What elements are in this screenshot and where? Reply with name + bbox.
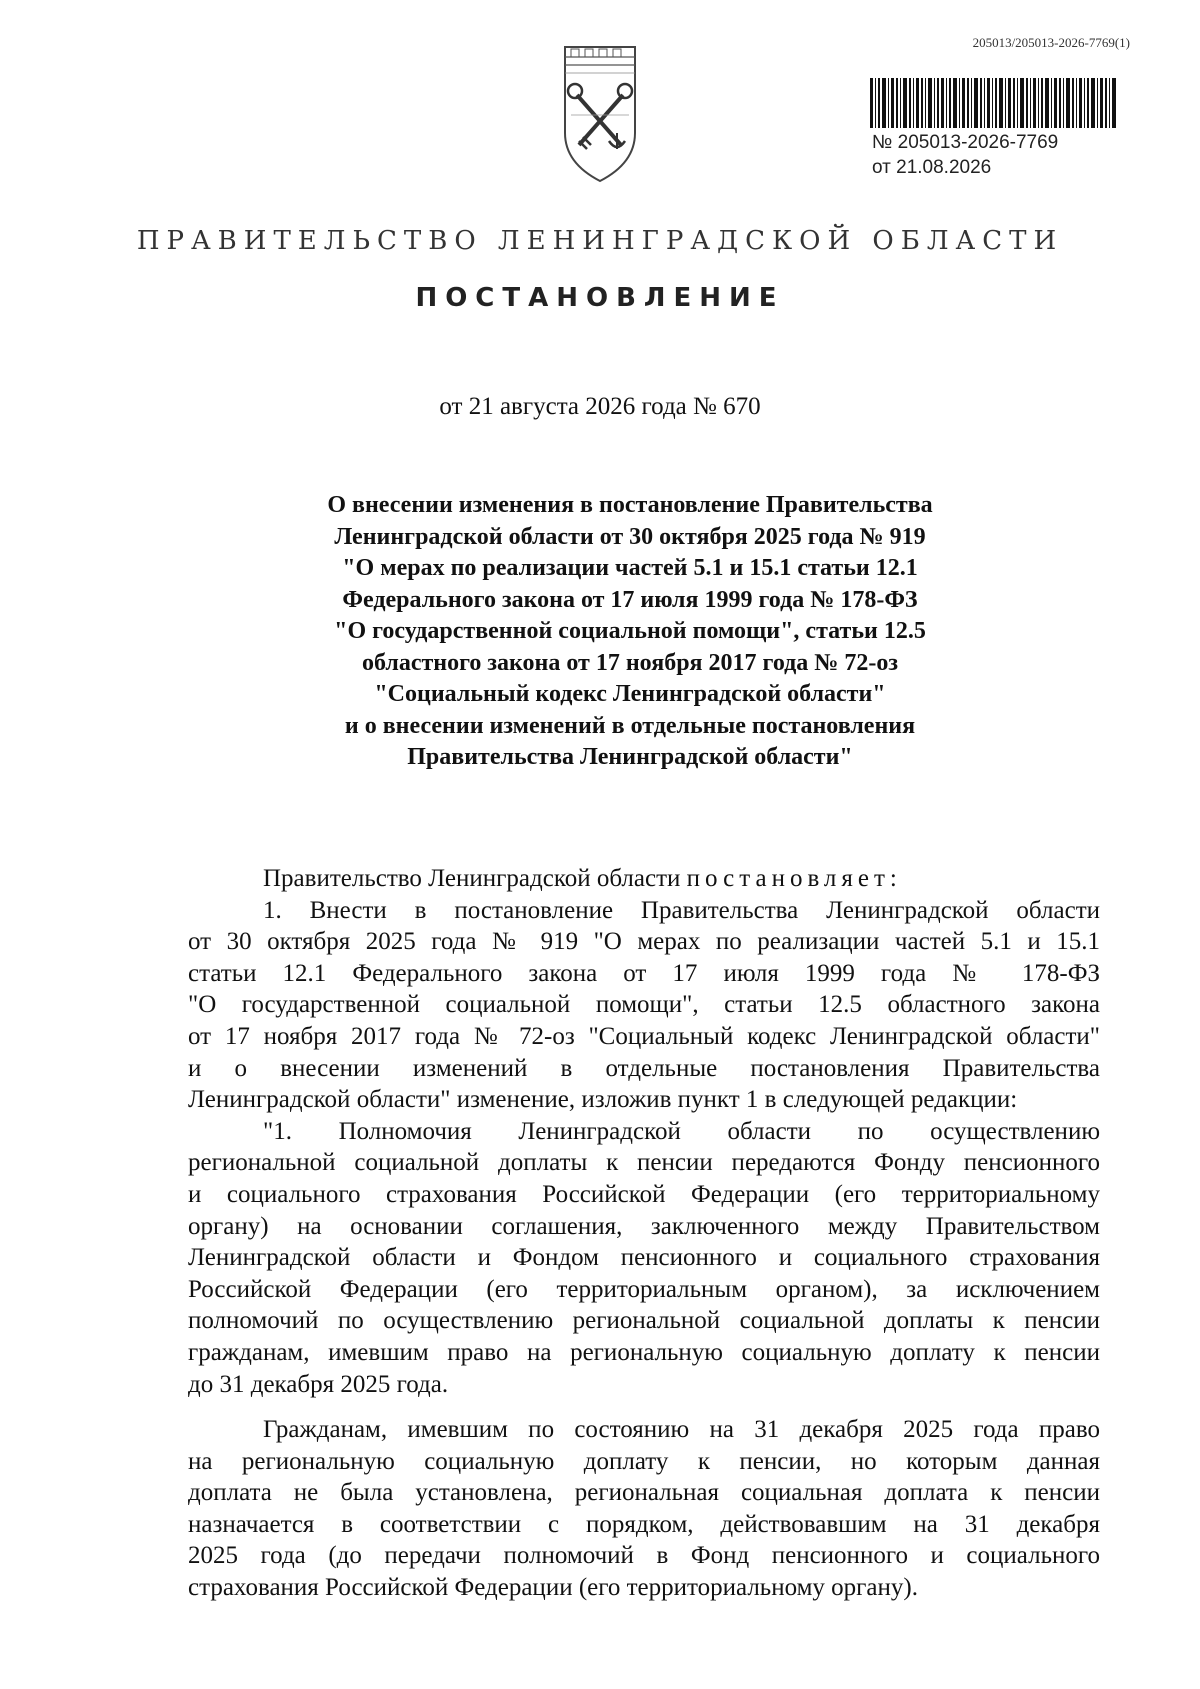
registration-date: от 21.08.2026 (872, 157, 992, 178)
quote-line: гражданам, имевшим право на региональную социальную доплату к пенсии (188, 1338, 1100, 1366)
intro-paragraph (188, 863, 1100, 895)
para2-line: на региональную социальную доплату к пенсии, но которым данная (188, 1447, 1100, 1475)
item1-line: Ленинградской области" изменение, изложив пункт 1 в следующей редакции: (188, 1086, 1018, 1114)
para2-line: назначается в соответствии с порядком, действовавшим на 31 декабря (188, 1510, 1100, 1538)
subject-line: областного закона от 17 ноября 2017 года № 72-оз (361, 649, 899, 676)
subject-line: Федерального закона от 17 июля 1999 года № 178-ФЗ (342, 586, 918, 613)
subject-line: "Социальный кодекс Ленинградской области" (374, 681, 886, 707)
subject-line: Ленинградской области от 30 октября 2025 года № 919 (334, 523, 926, 550)
item1-line: от 30 октября 2025 года № 919 "О мерах по реализации частей 5.1 и 15.1 (188, 928, 1100, 956)
item1-line: и о внесении изменений в отдельные постановления Правительства (188, 1054, 1100, 1082)
item1-line: "О государственной социальной помощи", статьи 12.5 областного закона (188, 991, 1100, 1019)
registration-number: № 205013-2026-7769 (872, 132, 1059, 153)
item1-line: статьи 12.1 Федерального закона от 17 июля 1999 года № 178-ФЗ (188, 959, 1100, 987)
quote-line: и социального страхования Российской Федерации (его территориальному (188, 1180, 1100, 1208)
document-type: ПОСТАНОВЛЕНИЕ (415, 283, 785, 313)
document-date-number: от 21 августа 2026 года № 670 (439, 393, 761, 420)
intro-prefix: Правительство Ленинградской области (263, 865, 681, 892)
barcode-icon (870, 78, 1116, 128)
item1-line: 1. Внести в постановление Правительства Ленинградской области (263, 896, 1100, 924)
item1-line: от 17 ноября 2017 года № 72-оз "Социальный кодекс Ленинградской области" (188, 1022, 1100, 1050)
document-code: 205013/205013-2026-7769(1) (972, 35, 1130, 50)
para2-line: Гражданам, имевшим по состоянию на 31 декабря 2025 года право (263, 1416, 1100, 1444)
intro-resolves: постановляет: (686, 865, 902, 892)
quote-line: "1. Полномочия Ленинградской области по осуществлению (263, 1117, 1100, 1145)
quote-line: органу) на основании соглашения, заключенного между Правительством (188, 1212, 1100, 1240)
document-body (188, 863, 1100, 1604)
subject-line: и о внесении изменений в отдельные постановления (344, 712, 916, 739)
subject-line: "О мерах по реализации частей 5.1 и 15.1 статьи 12.1 (342, 555, 918, 581)
subject-line: О внесении изменения в постановление Правительства (327, 492, 933, 518)
document-subject (250, 490, 1010, 774)
subject-line: Правительства Ленинградской области" (407, 744, 853, 770)
quote-line: Ленинградской области и Фондом пенсионного и социального страхования (188, 1244, 1100, 1272)
para2-line: доплата не была установлена, региональная социальная доплата к пенсии (188, 1479, 1100, 1507)
registration-block (872, 130, 1058, 180)
quote-line: до 31 декабря 2025 года. (188, 1370, 449, 1398)
government-title: ПРАВИТЕЛЬСТВО ЛЕНИНГРАДСКОЙ ОБЛАСТИ (136, 226, 1064, 256)
quote-line: полномочий по осуществлению региональной социальной доплаты к пенсии (188, 1307, 1100, 1335)
subject-line: "О государственной социальной помощи", статьи 12.5 (334, 618, 926, 644)
para2-line: 2025 года (до передачи полномочий в Фонд пенсионного и социального (188, 1542, 1100, 1570)
quote-line: Российской Федерации (его территориальным органом), за исключением (188, 1275, 1100, 1303)
quote-line: региональной социальной доплаты к пенсии передаются Фонду пенсионного (188, 1149, 1100, 1177)
para2-line: страхования Российской Федерации (его территориальному органу). (188, 1574, 918, 1602)
coat-of-arms-icon (561, 45, 639, 185)
paragraph-gap (188, 1400, 1100, 1414)
